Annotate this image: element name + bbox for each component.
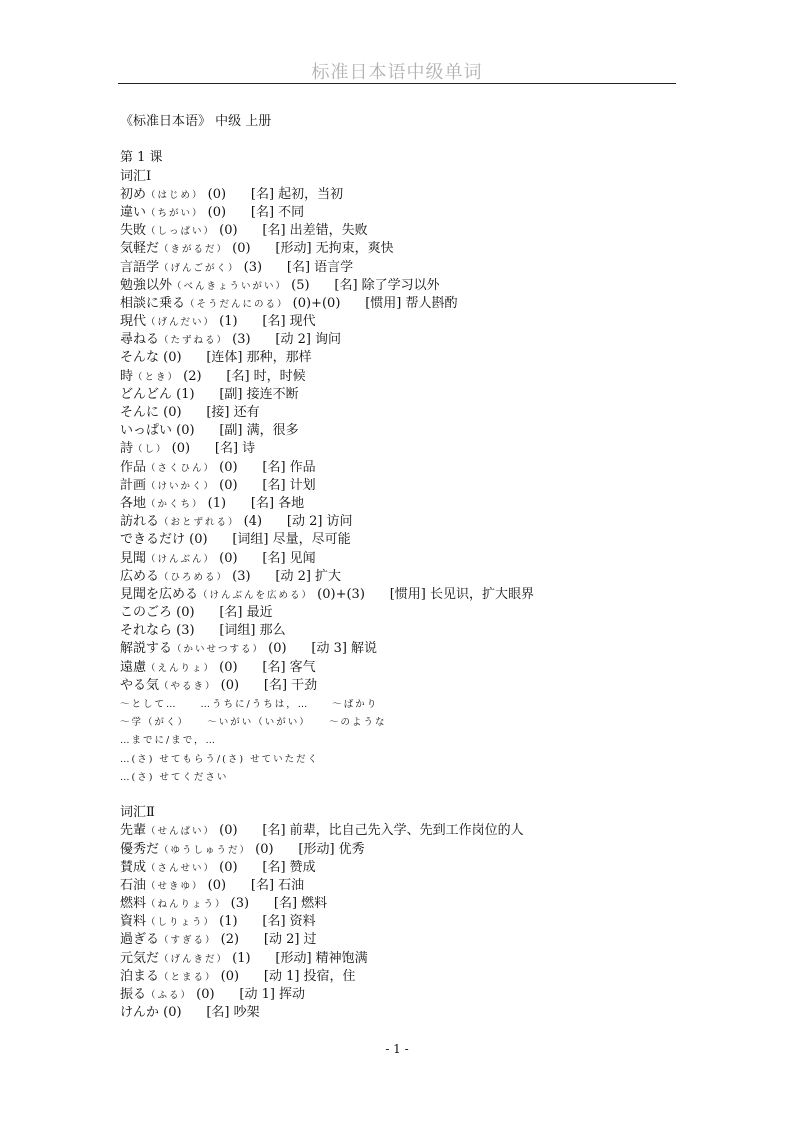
entry-meaning: [惯用] 长见识，扩大眼界 [389, 586, 534, 602]
entry-accent: (1) [215, 914, 238, 930]
entry-word: 勉強以外 [120, 277, 173, 293]
vocab-entry [120, 586, 680, 604]
vocab-entry [120, 640, 680, 658]
entry-reading: （し） [133, 444, 168, 456]
entry-meaning: [名] 最近 [219, 605, 273, 621]
entry-accent: (0) [159, 350, 182, 366]
entry-meaning: [名] 除了学习以外 [334, 277, 440, 293]
document-body [120, 113, 680, 1022]
entry-word: 解説する [120, 641, 173, 657]
entry-reading: （とき） [133, 371, 180, 383]
entry-word: 初め [120, 186, 147, 202]
entry-accent: (0)+(3) [313, 586, 365, 602]
entry-reading: （べんきょういがい） [172, 280, 288, 292]
entry-meaning: [形动] 无拘束，爽快 [275, 241, 394, 257]
entry-meaning: [名] 语言学 [286, 259, 354, 275]
entry-word: けんか [120, 1005, 160, 1021]
entry-word: 詩 [120, 441, 134, 457]
section-title-vocab-1: 词汇Ⅰ [120, 168, 152, 184]
entry-accent: (0) [192, 987, 215, 1002]
entry-accent: (0) [185, 532, 208, 548]
vocab-entry [120, 531, 680, 549]
entry-reading: （やるき） [159, 680, 217, 692]
entry-accent: (0) [215, 477, 238, 493]
entry-accent: (0) [215, 859, 238, 875]
entry-accent: (0) [172, 423, 195, 439]
lesson-title: 第 1 课 [120, 150, 163, 166]
vocab-entry [120, 495, 680, 513]
entry-word: 広める [120, 568, 160, 584]
vocab-entry [120, 349, 680, 367]
entry-accent: (0) [216, 968, 240, 984]
entry-word: 作品 [120, 459, 147, 475]
entry-reading: （かくち） [146, 498, 204, 510]
entry-accent: (1) [228, 950, 251, 966]
entry-word: 先輩 [120, 823, 147, 839]
entry-accent: (0) [159, 405, 182, 420]
vocab-entry [120, 950, 680, 968]
vocab-entry [120, 550, 680, 568]
entry-word: 振る [120, 987, 147, 1002]
entry-reading: （そうだんにのる） [185, 298, 289, 310]
entry-meaning: [动 2] 询问 [275, 332, 342, 348]
entry-reading: （ふる） [146, 990, 193, 1001]
vocab-entry [120, 513, 680, 531]
entry-accent: (0) [216, 677, 240, 693]
entry-meaning: [副] 接连不断 [219, 386, 299, 402]
entry-meaning: [形动] 精神饱满 [275, 950, 368, 966]
entry-reading: （かいせつする） [172, 644, 265, 656]
entry-accent: (0) [264, 641, 287, 657]
entry-reading: （げんごがく） [159, 262, 240, 274]
entry-accent: (0) [167, 441, 191, 457]
entry-reading: （はじめ） [146, 189, 204, 201]
entry-accent: (0) [215, 823, 238, 839]
vocab-entry [120, 986, 680, 1004]
vocab-entry [120, 404, 680, 422]
entry-meaning: [名] 石油 [250, 877, 305, 893]
entry-reading: （とまる） [159, 971, 217, 983]
entry-meaning: [副] 满，很多 [219, 423, 299, 439]
vocab-entry [120, 295, 680, 313]
entry-word: 計画 [120, 477, 147, 493]
entry-meaning: [动 2] 访问 [286, 514, 353, 530]
entry-reading: （げんきだ） [159, 953, 229, 965]
vocab-entry [120, 477, 680, 495]
vocab-entry [120, 931, 680, 949]
entry-reading: （しりょう） [146, 917, 216, 929]
entry-reading: （さんせい） [146, 862, 216, 874]
vocab-list-1 [120, 186, 680, 695]
vocab-entry [120, 313, 680, 331]
entry-word: そんに [120, 405, 160, 420]
vocab-entry [120, 459, 680, 477]
entry-word: 遠慮 [120, 659, 147, 675]
entry-reading: （ねんりょう） [146, 899, 227, 911]
vocab-entry [120, 604, 680, 622]
pattern-row [120, 750, 680, 768]
entry-meaning: [名] 见闻 [262, 550, 316, 566]
entry-reading: （けいかく） [146, 480, 216, 492]
vocab-list-2 [120, 822, 680, 1022]
entry-accent: (0) [215, 223, 238, 239]
entry-reading: （さくひん） [146, 462, 216, 474]
entry-meaning: [名] 各地 [250, 495, 305, 511]
entry-meaning: [名] 前辈，比自己先入学、先到工作岗位的人 [262, 823, 524, 839]
header-rule [118, 83, 676, 84]
entry-accent: (2) [216, 932, 240, 948]
entry-word: それなら [120, 623, 173, 639]
vocab-entry [120, 622, 680, 640]
vocab-entry [120, 277, 680, 295]
entry-accent: (1) [172, 386, 195, 402]
entry-accent: (3) [228, 332, 251, 348]
entry-meaning: [词组] 尽量，尽可能 [232, 532, 351, 548]
entry-meaning: [动 2] 过 [263, 932, 317, 948]
entry-reading: （きがるだ） [159, 244, 229, 256]
pattern-line: ～として… …うちに/うちは，… ～ばかり [120, 699, 379, 710]
entry-meaning: [名] 起初，当初 [250, 186, 344, 202]
entry-accent: (0) [215, 550, 238, 566]
entry-accent: (1) [215, 314, 238, 330]
entry-word: 現代 [120, 314, 147, 330]
entry-word: そんな [120, 350, 160, 366]
entry-reading: （げんだい） [146, 317, 216, 329]
entry-reading: （すぎる） [159, 935, 217, 947]
entry-word: 相談に乗る [120, 295, 186, 311]
page-number: - 1 - [385, 1042, 409, 1056]
entry-word: 泊まる [120, 968, 160, 984]
entry-accent: (1) [203, 495, 227, 511]
vocab-entry [120, 822, 680, 840]
entry-meaning: [连体] 那种，那样 [206, 350, 312, 366]
vocab-entry [120, 204, 680, 222]
entry-reading: （えんりょ） [146, 662, 216, 674]
entry-accent: (0) [215, 459, 238, 475]
entry-word: 見聞を広める [120, 586, 199, 602]
entry-accent: (0) [203, 186, 227, 202]
pattern-line: …(さ) せてください [120, 771, 229, 783]
entry-word: 元気だ [120, 950, 160, 966]
entry-word: どんどん [120, 386, 173, 402]
entry-reading: （ゆうしゅうだ） [159, 844, 252, 856]
entry-reading: （たずねる） [159, 335, 229, 347]
entry-meaning: [名] 出差错，失败 [262, 223, 368, 239]
entry-meaning: [词组] 那么 [219, 623, 286, 639]
entry-word: やる気 [120, 677, 160, 693]
pattern-line: …までに/まで，… [120, 735, 218, 747]
entry-word: 石油 [120, 877, 147, 893]
pattern-row [120, 713, 680, 731]
entry-meaning: [名] 时，时候 [226, 368, 306, 384]
pattern-list [120, 695, 680, 786]
vocab-entry [120, 913, 680, 931]
entry-accent: (0) [203, 204, 227, 220]
entry-meaning: [名] 现代 [262, 314, 316, 330]
entry-accent: (0) [251, 841, 274, 857]
entry-word: いっぱい [120, 423, 173, 439]
entry-meaning: [名] 客气 [262, 659, 316, 675]
entry-word: 時 [120, 368, 134, 384]
vocab-entry [120, 659, 680, 677]
entry-meaning: [接] 还有 [206, 405, 260, 420]
entry-word: 気軽だ [120, 241, 160, 257]
section-title-vocab-2: 词汇Ⅱ [120, 805, 155, 821]
entry-meaning: [惯用] 帮人斟酌 [365, 295, 458, 311]
entry-accent: (3) [228, 568, 251, 584]
entry-accent: (4) [239, 514, 263, 530]
entry-meaning: [名] 作品 [262, 459, 316, 475]
entry-word: 各地 [120, 495, 147, 511]
book-title: 《标准日本语》 中级 上册 [120, 114, 272, 129]
entry-accent: (5) [287, 277, 310, 293]
vocab-entry [120, 677, 680, 695]
vocab-entry [120, 859, 680, 877]
entry-accent: (3) [226, 896, 250, 912]
vocab-entry [120, 259, 680, 277]
entry-accent: (3) [172, 623, 195, 639]
entry-accent: (0) [159, 1005, 182, 1021]
vocab-entry [120, 386, 680, 404]
entry-meaning: [动 2] 扩大 [275, 568, 342, 584]
entry-word: 資料 [120, 914, 147, 930]
entry-word: 失敗 [120, 223, 147, 239]
entry-accent: (3) [239, 259, 263, 275]
pattern-line: ～学（がく） ～いがい（いがい） ～のような [120, 717, 387, 729]
vocab-entry [120, 240, 680, 258]
entry-word: 言語学 [120, 259, 160, 275]
entry-reading: （ひろめる） [159, 571, 229, 583]
vocab-entry [120, 440, 680, 458]
entry-meaning: [动 1] 挥动 [239, 987, 306, 1002]
entry-meaning: [动 1] 投宿，住 [263, 968, 356, 984]
header-title: 标准日本语中级单词 [311, 62, 483, 83]
vocab-entry [120, 422, 680, 440]
entry-meaning: [形动] 优秀 [298, 841, 365, 857]
entry-word: 燃料 [120, 896, 147, 912]
entry-meaning: [名] 干劲 [263, 677, 318, 693]
entry-meaning: [名] 计划 [262, 477, 316, 493]
entry-reading: （けんぶんを広める） [198, 589, 314, 601]
pattern-row [120, 731, 680, 749]
entry-accent: (0) [203, 877, 227, 893]
entry-meaning: [名] 资料 [262, 914, 316, 930]
vocab-entry [120, 841, 680, 859]
entry-meaning: [名] 吵架 [206, 1005, 260, 1021]
entry-reading: （しっぱい） [146, 226, 216, 238]
entry-word: 優秀だ [120, 841, 160, 857]
entry-meaning: [名] 不同 [250, 204, 305, 220]
entry-word: 尋ねる [120, 332, 160, 348]
vocab-entry [120, 568, 680, 586]
entry-meaning: [动 3] 解说 [311, 641, 378, 657]
entry-word: 違い [120, 204, 147, 220]
vocab-entry [120, 895, 680, 913]
entry-reading: （ちがい） [146, 207, 204, 219]
entry-reading: （けんぶん） [146, 553, 216, 565]
entry-reading: （おとずれる） [159, 517, 240, 529]
entry-word: 賛成 [120, 859, 147, 875]
vocab-entry [120, 186, 680, 204]
vocab-entry [120, 368, 680, 386]
entry-word: できるだけ [120, 532, 186, 548]
vocab-entry [120, 968, 680, 986]
entry-meaning: [名] 诗 [214, 441, 256, 457]
vocab-entry [120, 222, 680, 240]
pattern-row [120, 695, 680, 713]
entry-accent: (0)+(0) [288, 295, 341, 311]
entry-accent: (0) [228, 241, 251, 257]
entry-word: 見聞 [120, 550, 147, 566]
vocab-entry [120, 1004, 680, 1022]
entry-reading: （せきゆ） [146, 880, 204, 892]
entry-accent: (0) [172, 605, 195, 621]
entry-word: 過ぎる [120, 932, 160, 948]
pattern-row [120, 768, 680, 786]
pattern-line: …(さ) せてもらう/(さ) せていただく [120, 753, 320, 765]
entry-reading: （せんぱい） [146, 826, 216, 838]
entry-accent: (0) [215, 659, 238, 675]
entry-word: 訪れる [120, 514, 160, 530]
entry-word: このごろ [120, 605, 173, 621]
entry-meaning: [名] 赞成 [262, 859, 316, 875]
entry-meaning: [名] 燃料 [273, 896, 328, 912]
vocab-entry [120, 877, 680, 895]
vocab-entry [120, 331, 680, 349]
entry-accent: (2) [179, 368, 202, 384]
